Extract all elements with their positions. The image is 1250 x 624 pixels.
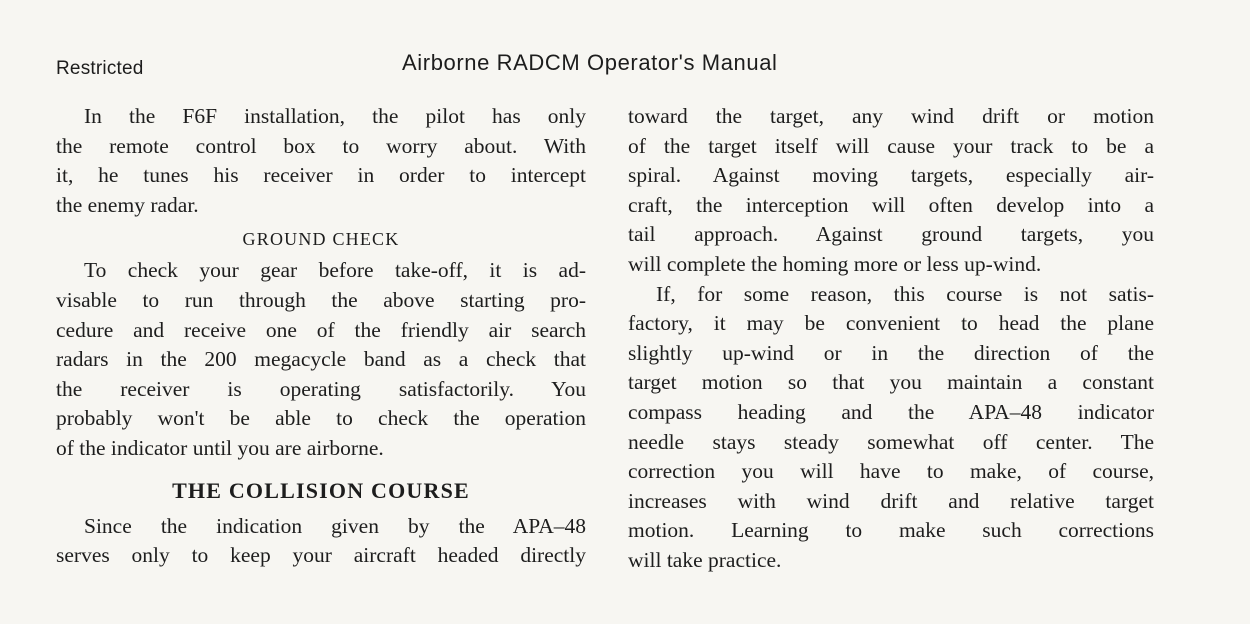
text-line: of the target itself will cause your track to be a <box>628 133 1154 158</box>
text-line: increases with wind drift and relative target <box>628 488 1154 513</box>
text-line: factory, it may be convenient to head the plane <box>628 311 1154 336</box>
text-line: serves only to keep your aircraft headed directly <box>56 543 586 568</box>
classification-label: Restricted <box>56 58 144 79</box>
text-line: of the indicator until you are airborne. <box>56 435 384 460</box>
text-line: If, for some reason, this course is not satis- <box>656 281 1154 306</box>
text-line: toward the target, any wind drift or motion <box>628 104 1154 128</box>
text-line: the remote control box to worry about. With <box>56 133 586 158</box>
paragraph-course-correction <box>628 280 1154 576</box>
text-line: needle stays steady somewhat off center. The <box>628 429 1154 454</box>
text-line: will take practice. <box>628 547 782 572</box>
text-line: probably won't be able to check the operation <box>56 406 586 431</box>
text-line: cedure and receive one of the friendly air search <box>56 317 586 342</box>
page-header <box>56 48 1206 82</box>
section-heading-ground-check: GROUND CHECK <box>242 229 400 250</box>
right-column <box>628 102 1154 576</box>
paragraph-ground-check <box>56 256 586 463</box>
paragraph-collision-course <box>56 512 586 571</box>
text-line: the receiver is operating satisfactorily. You <box>56 376 586 401</box>
paragraph-f6f-installation <box>56 102 586 220</box>
text-line: To check your gear before take-off, it is ad- <box>84 258 586 283</box>
text-line: it, he tunes his receiver in order to intercept <box>56 163 586 188</box>
text-line: visable to run through the above starting pro- <box>56 287 586 312</box>
text-line: compass heading and the APA–48 indicator <box>628 399 1154 424</box>
text-line: the enemy radar. <box>56 192 199 217</box>
paragraph-continuation <box>628 102 1154 280</box>
text-line: motion. Learning to make such corrections <box>628 518 1154 543</box>
text-line: target motion so that you maintain a constant <box>628 370 1154 395</box>
text-line: Since the indication given by the APA–48 <box>84 513 586 538</box>
left-column <box>56 102 586 571</box>
text-line: spiral. Against moving targets, especially air- <box>628 163 1154 188</box>
section-heading-collision-course: THE COLLISION COURSE <box>172 477 470 503</box>
text-line: radars in the 200 megacycle band as a check that <box>56 347 586 372</box>
manual-title: Airborne RADCM Operator's Manual <box>402 50 778 75</box>
text-line: tail approach. Against ground targets, you <box>628 222 1154 247</box>
text-line: correction you will have to make, of course, <box>628 459 1154 484</box>
text-line: will complete the homing more or less up-wind. <box>628 251 1042 276</box>
text-line: In the F6F installation, the pilot has only <box>84 104 586 128</box>
text-line: craft, the interception will often develop into a <box>628 192 1154 217</box>
text-line: slightly up-wind or in the direction of the <box>628 340 1154 365</box>
